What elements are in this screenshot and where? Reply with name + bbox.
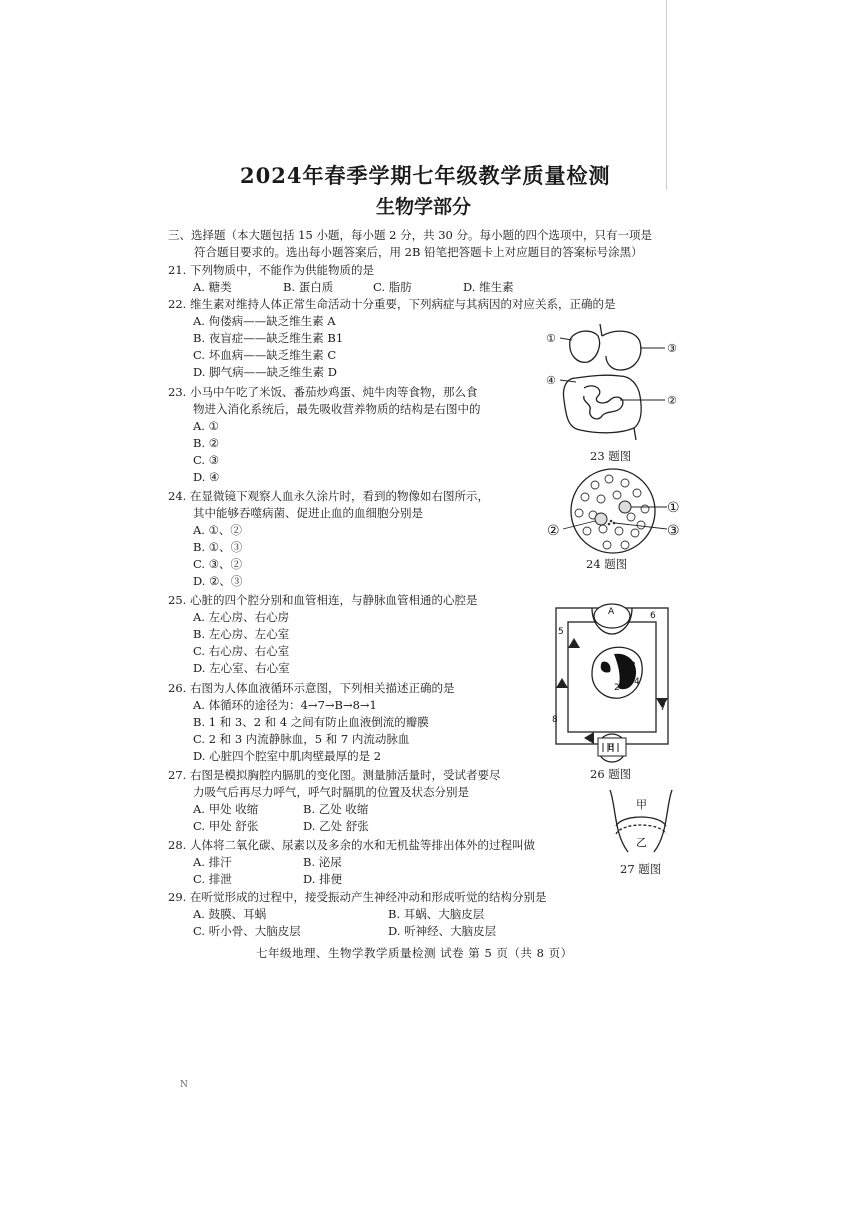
label-4: ④ [546,374,556,387]
question-26-stem: 26. 右图为人体血液循环示意图，下列相关描述正确的是 [168,681,455,695]
option-b: B. 蛋白质 [283,280,334,294]
question-23-stem-line-1: 23. 小马中午吃了米饭、番茄炒鸡蛋、炖牛肉等食物，那么食 [168,385,478,399]
label-B: B [608,743,615,753]
question-24-stem-line-2: 其中能够吞噬病菌、促进止血的血细胞分别是 [193,506,423,520]
label-3: ③ [667,342,677,355]
question-24-stem-line-1: 24. 在显微镜下观察人血永久涂片时，看到的物像如右图所示， [168,489,489,503]
question-21 [168,262,514,296]
label-6: 6 [650,611,656,621]
question-29 [168,889,546,940]
label-4: 4 [634,677,640,687]
question-27 [168,767,500,835]
digestive-system-figure [540,318,685,443]
option-d: D. 左心室、右心室 [193,661,290,675]
question-23 [168,384,481,486]
figure-23-caption: 23 题图 [590,449,632,463]
liver-shape [570,331,600,362]
label-2: ② [547,523,560,539]
label-2: ② [667,394,677,407]
figure-26-caption: 26 题图 [590,767,632,781]
option-c: C. 坏血病——缺乏维生素 C [193,348,337,362]
option-b: B. ①、③ [193,540,243,554]
option-d: D. ②、③ [193,574,243,588]
option-a: A. 鼓膜、耳蜗 [193,907,267,921]
label-3: ③ [667,523,680,539]
label-1: ① [667,500,680,516]
option-d: D. 脚气病——缺乏维生素 D [193,365,337,379]
question-21-stem: 21. 下列物质中，不能作为供能物质的是 [168,263,374,277]
question-29-options-row-2 [168,923,546,940]
option-d: D. 听神经、大脑皮层 [388,924,497,938]
option-a: A. 体循环的途径为：4→7→B→8→1 [193,698,377,712]
label-jia: 甲 [636,798,647,811]
figure-24-caption: 24 题图 [586,557,628,571]
option-c: C. 听小骨、大脑皮层 [193,924,301,938]
option-b: B. 乙处 收缩 [303,802,369,816]
option-d: D. 乙处 舒张 [303,819,369,833]
instructions-line-1: 三、选择题（本大题包括 15 小题，每小题 2 分，共 30 分。每小题的四个选项中，只有一项是 [168,228,653,242]
question-27-stem-line-2: 力吸气后再尽力呼气，呼气时膈肌的位置及状态分别是 [193,785,469,799]
option-a: A. 糖类 [193,280,232,294]
option-c: C. 脂肪 [373,280,412,294]
section-instructions [168,227,688,261]
blood-smear-figure [545,465,685,557]
label-A: A [608,607,615,617]
stomach-shape [602,331,641,370]
option-d: D. ④ [193,470,220,484]
question-28 [168,837,535,888]
option-a: A. 排汗 [193,855,232,869]
option-d: D. 心脏四个腔室中肌肉壁最厚的是 2 [193,749,382,763]
option-b: B. 耳蜗、大脑皮层 [388,907,485,921]
label-1: 1 [603,663,609,673]
option-a: A. ① [193,419,219,433]
option-c: C. 甲处 舒张 [193,819,259,833]
option-b: B. 左心房、左心室 [193,627,290,641]
option-c: C. ③、② [193,557,243,571]
question-24 [168,488,489,590]
question-23-stem-line-2: 物进入消化系统后，最先吸收营养物质的结构是右图中的 [193,402,481,416]
question-21-options [168,279,514,296]
question-26 [168,680,454,765]
exam-title: 2024年春季学期七年级教学质量检测 [240,163,611,188]
question-27-options-row-1 [168,801,500,818]
option-a: A. 左心房、右心房 [193,610,290,624]
label-8: 8 [552,715,558,725]
small-intestine-shape [584,386,623,419]
question-28-options-row-2 [168,871,535,888]
figure-27-caption: 27 题图 [620,862,662,876]
question-29-stem: 29. 在听觉形成的过程中，接受振动产生神经冲动和形成听觉的结构分别是 [168,890,547,904]
option-a: A. 佝偻病——缺乏维生素 A [193,314,336,328]
option-a: A. 甲处 收缩 [193,802,259,816]
label-yi: 乙 [636,836,647,849]
label-5: 5 [558,627,564,637]
label-7: 7 [660,703,666,713]
label-1: ① [546,332,556,345]
question-25 [168,592,477,677]
label-3: 3 [630,661,636,671]
blood-circulation-figure [548,598,678,768]
instructions-line-2: 符合题目要求的。选出每小题答案后，用 2B 铅笔把答题卡上对应题目的答案标号涂黑） [194,245,643,259]
option-b: B. 1 和 3、2 和 4 之间有防止血液倒流的瓣膜 [193,715,429,729]
diaphragm-figure [604,786,678,858]
question-22-stem: 22. 维生素对维持人体正常生命活动十分重要，下列病症与其病因的对应关系，正确的是 [168,297,616,311]
stray-scan-mark: N [180,1080,188,1090]
section-subtitle: 生物学部分 [376,196,472,218]
option-c: C. 右心房、右心室 [193,644,290,658]
option-d: D. 维生素 [463,280,514,294]
question-27-stem-line-1: 27. 右图是模拟胸腔内膈肌的变化图。测量肺活量时，受试者要尽 [168,768,501,782]
label-2: 2 [614,683,620,693]
option-c: C. 排泄 [193,872,232,886]
option-b: B. ② [193,436,220,450]
large-intestine-shape [564,375,642,433]
option-c: C. ③ [193,453,220,467]
question-28-options-row-1 [168,854,535,871]
option-c: C. 2 和 3 内流静脉血，5 和 7 内流动脉血 [193,732,410,746]
question-28-stem: 28. 人体将二氧化碳、尿素以及多余的水和无机盐等排出体外的过程叫做 [168,838,535,852]
option-b: B. 泌尿 [303,855,342,869]
option-b: B. 夜盲症——缺乏维生素 B1 [193,331,344,345]
question-25-stem: 25. 心脏的四个腔分别和血管相连，与静脉血管相通的心腔是 [168,593,478,607]
option-d: D. 排便 [303,872,343,886]
page-footer: 七年级地理、生物学教学质量检测 试卷 第 5 页（共 8 页） [256,946,573,960]
question-29-options-row-1 [168,906,546,923]
option-a: A. ①、② [193,523,242,537]
question-27-options-row-2 [168,818,500,835]
